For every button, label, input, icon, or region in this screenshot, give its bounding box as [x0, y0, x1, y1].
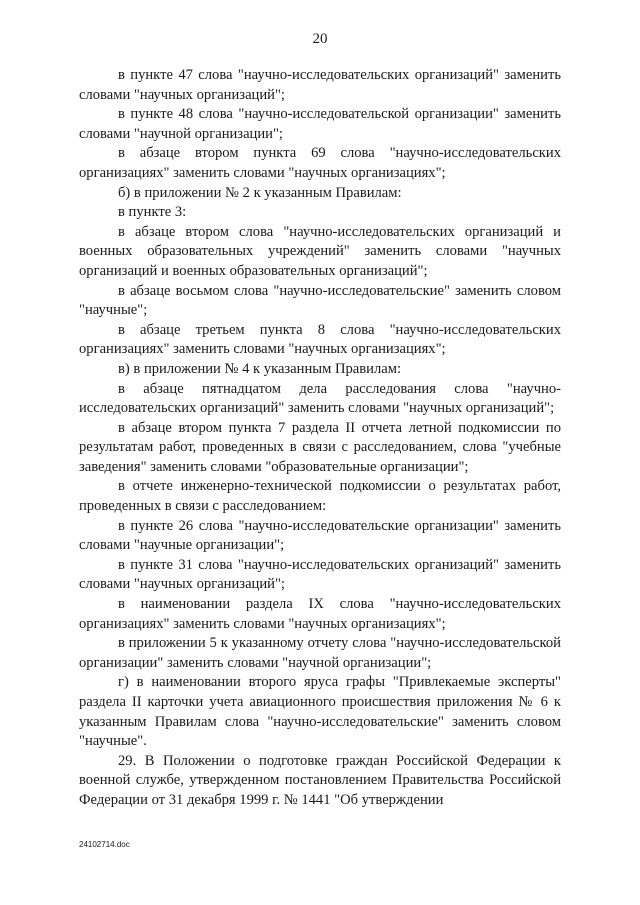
paragraph: в абзаце восьмом слова "научно-исследовательские" заменить словом "научные";: [79, 282, 561, 319]
paragraph: в приложении 5 к указанному отчету слова "научно-исследовательской организации" заменить словами "научной организации";: [79, 635, 561, 671]
paragraph: в абзаце втором слова "научно-исследовательских организаций и военных образовательных учреждений" заменить словами "научных организаций и военных образовательных организаций";: [79, 223, 561, 279]
paragraph: в пункте 26 слова "научно-исследовательские организации" заменить словами "научные организации";: [79, 517, 561, 554]
paragraph: в абзаце втором пункта 69 слова "научно-исследовательских организациях" заменить словами "научных организациях";: [79, 145, 561, 181]
paragraph: 29. В Положении о подготовке граждан Российской Федерации к военной службе, утвержденном постановлением Правительства Российской Федерации от 31 декабря 1999 г. № 1441 "Об утверждении: [79, 752, 561, 808]
paragraph: в пункте 31 слова "научно-исследовательских организаций" заменить словами "научных организаций";: [79, 556, 561, 593]
paragraph: б) в приложении № 2 к указанным Правилам:: [118, 184, 402, 201]
page-number: 20: [312, 31, 328, 47]
paragraph: в пункте 47 слова "научно-исследовательских организаций" заменить словами "научных организаций";: [79, 67, 561, 103]
document-filename: 24102714.doc: [79, 840, 130, 849]
paragraph: в наименовании раздела IX слова "научно-исследовательских организациях" заменить словами "научных организациях";: [79, 596, 561, 632]
paragraph: в пункте 48 слова "научно-исследовательской организации" заменить словами "научной организации";: [79, 106, 561, 142]
paragraph: г) в наименовании второго яруса графы "Привлекаемые эксперты" раздела II карточки учета авиационного происшествия приложения № 6 к указанным Правилам слова "научно-исследовательские" заменить словом "научные".: [79, 674, 561, 750]
paragraph: в отчете инженерно-технической подкомиссии о результатах работ, проведенных в связи с расследованием:: [79, 478, 561, 515]
paragraph: в пункте 3:: [118, 204, 187, 221]
paragraph: в абзаце втором пункта 7 раздела II отчета летной подкомиссии по результатам работ, проведенных в связи с расследованием, слова "учебные заведения" заменить словами "образовательные организации";: [79, 419, 561, 475]
paragraph: в абзаце третьем пункта 8 слова "научно-исследовательских организациях" заменить словами "научных организациях";: [79, 321, 561, 358]
paragraph: в) в приложении № 4 к указанным Правилам:: [118, 360, 402, 377]
paragraph: в абзаце пятнадцатом дела расследования слова "научно-исследовательских организаций" заменить словами "научных организаций";: [79, 380, 561, 417]
document-body: [79, 66, 561, 811]
